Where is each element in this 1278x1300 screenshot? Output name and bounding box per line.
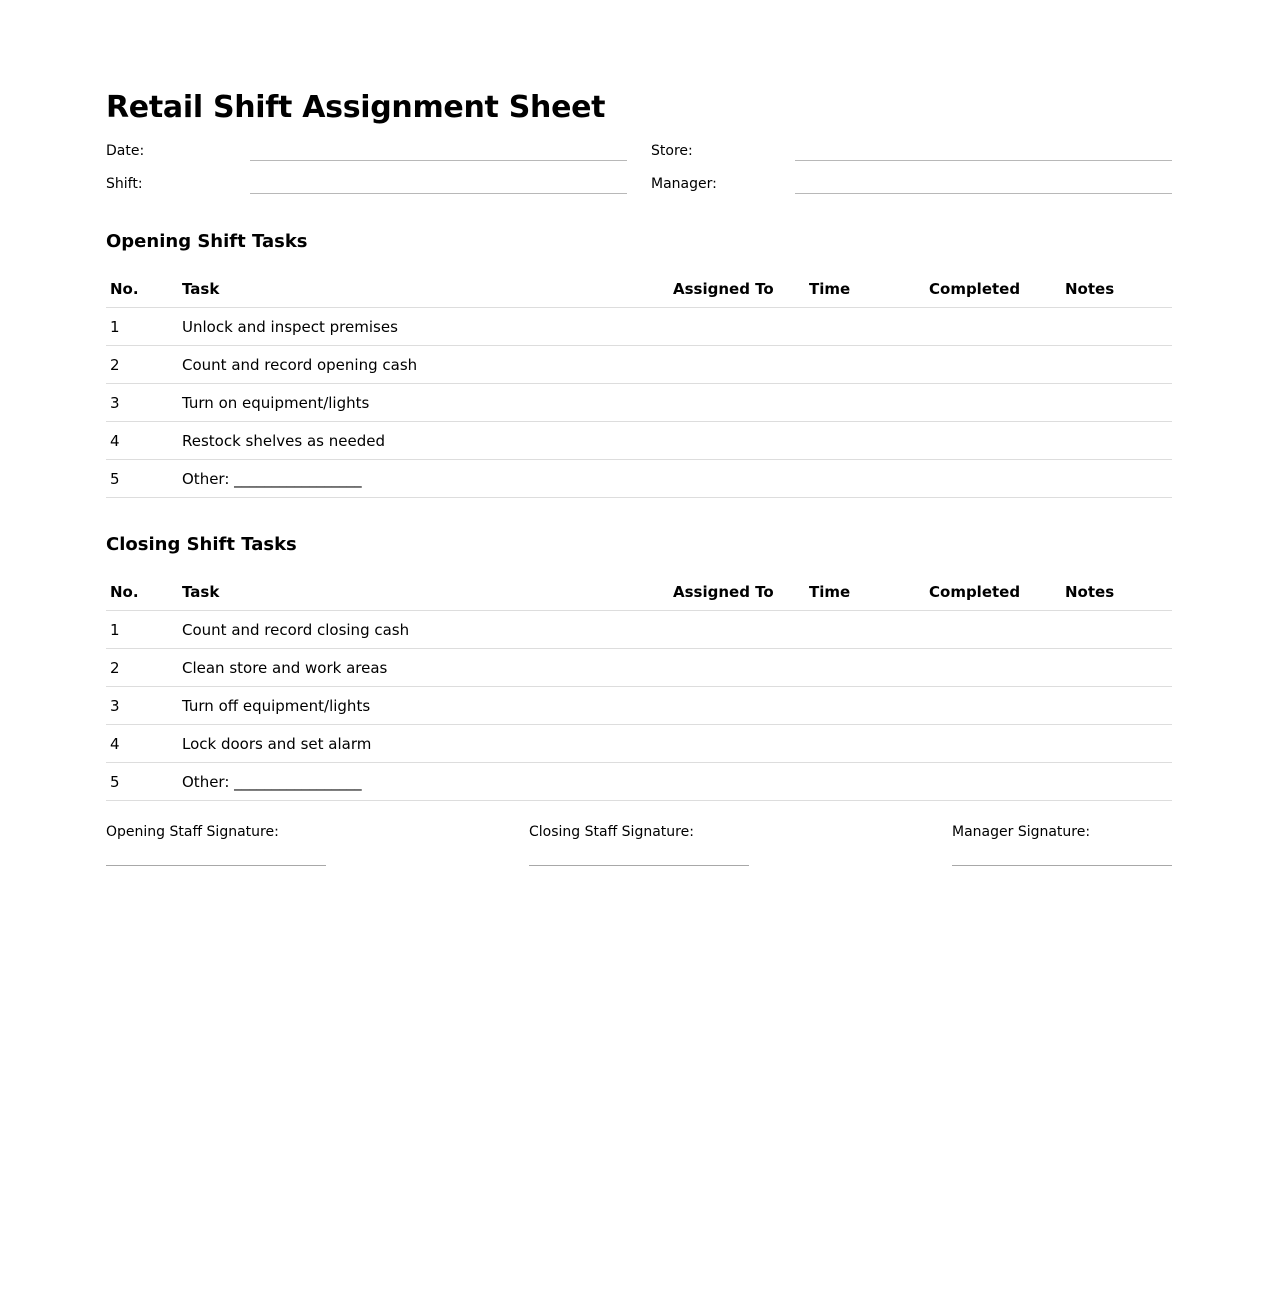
notes-cell[interactable] [1061,308,1172,346]
time-cell[interactable] [805,308,925,346]
store-label: Store: [651,143,693,159]
opening-signature-block [106,822,326,866]
closing-heading: Closing Shift Tasks [106,534,297,555]
table-row [106,346,1172,384]
col-time: Time [805,271,925,308]
shift-field[interactable] [250,173,627,194]
table-header-row [106,271,1172,308]
row-task: Turn on equipment/lights [178,384,669,422]
opening-section [106,229,1172,498]
assigned-cell[interactable] [669,460,805,498]
row-task: Count and record opening cash [178,346,669,384]
col-time: Time [805,574,925,611]
assigned-cell[interactable] [669,422,805,460]
closing-signature-label: Closing Staff Signature: [529,824,694,840]
time-cell[interactable] [805,422,925,460]
assigned-cell[interactable] [669,611,805,649]
col-completed: Completed [925,271,1061,308]
assigned-cell[interactable] [669,725,805,763]
manager-signature-line[interactable] [952,865,1172,866]
closing-section [106,532,1172,801]
signature-section [106,822,1172,866]
closing-signature-block [529,822,749,866]
assigned-cell[interactable] [669,687,805,725]
notes-cell[interactable] [1061,346,1172,384]
table-row [106,763,1172,801]
row-task: Other: _________________ [178,763,669,801]
notes-cell[interactable] [1061,422,1172,460]
notes-cell[interactable] [1061,687,1172,725]
completed-cell[interactable] [925,611,1061,649]
row-no: 3 [106,687,178,725]
date-label: Date: [106,143,145,159]
row-no: 1 [106,308,178,346]
row-task: Lock doors and set alarm [178,725,669,763]
col-notes: Notes [1061,271,1172,308]
row-task: Count and record closing cash [178,611,669,649]
assigned-cell[interactable] [669,384,805,422]
store-field[interactable] [795,140,1172,161]
row-no: 4 [106,725,178,763]
col-task: Task [178,574,669,611]
shift-sheet [106,88,1172,840]
assigned-cell[interactable] [669,346,805,384]
row-no: 5 [106,763,178,801]
row-task: Turn off equipment/lights [178,687,669,725]
row-task: Clean store and work areas [178,649,669,687]
row-task: Other: _________________ [178,460,669,498]
col-completed: Completed [925,574,1061,611]
notes-cell[interactable] [1061,763,1172,801]
notes-cell[interactable] [1061,460,1172,498]
closing-signature-line[interactable] [529,865,749,866]
table-row [106,687,1172,725]
table-row [106,611,1172,649]
table-row [106,460,1172,498]
row-task: Unlock and inspect premises [178,308,669,346]
notes-cell[interactable] [1061,649,1172,687]
header-fields [106,140,1172,195]
assigned-cell[interactable] [669,649,805,687]
manager-field[interactable] [795,173,1172,194]
completed-cell[interactable] [925,384,1061,422]
completed-cell[interactable] [925,460,1061,498]
manager-signature-block [952,822,1172,866]
completed-cell[interactable] [925,725,1061,763]
table-row [106,384,1172,422]
notes-cell[interactable] [1061,611,1172,649]
time-cell[interactable] [805,460,925,498]
row-no: 4 [106,422,178,460]
col-no: No. [106,271,178,308]
closing-tasks-table [106,574,1172,801]
row-task: Restock shelves as needed [178,422,669,460]
table-row [106,308,1172,346]
opening-tasks-table [106,271,1172,498]
table-row [106,649,1172,687]
completed-cell[interactable] [925,649,1061,687]
col-no: No. [106,574,178,611]
manager-label: Manager: [651,176,717,192]
manager-signature-label: Manager Signature: [952,824,1091,840]
col-notes: Notes [1061,574,1172,611]
completed-cell[interactable] [925,687,1061,725]
col-task: Task [178,271,669,308]
time-cell[interactable] [805,725,925,763]
completed-cell[interactable] [925,422,1061,460]
opening-signature-line[interactable] [106,865,326,866]
notes-cell[interactable] [1061,725,1172,763]
date-field[interactable] [250,140,627,161]
opening-heading: Opening Shift Tasks [106,231,308,252]
row-no: 3 [106,384,178,422]
table-row [106,422,1172,460]
assigned-cell[interactable] [669,308,805,346]
completed-cell[interactable] [925,346,1061,384]
notes-cell[interactable] [1061,384,1172,422]
row-no: 2 [106,649,178,687]
time-cell[interactable] [805,611,925,649]
shift-label: Shift: [106,176,143,192]
col-assigned-to: Assigned To [669,574,805,611]
completed-cell[interactable] [925,763,1061,801]
row-no: 5 [106,460,178,498]
table-header-row [106,574,1172,611]
opening-signature-label: Opening Staff Signature: [106,824,279,840]
col-assigned-to: Assigned To [669,271,805,308]
completed-cell[interactable] [925,308,1061,346]
time-cell[interactable] [805,346,925,384]
row-no: 2 [106,346,178,384]
page-title: Retail Shift Assignment Sheet [106,90,606,125]
time-cell[interactable] [805,687,925,725]
row-no: 1 [106,611,178,649]
time-cell[interactable] [805,649,925,687]
time-cell[interactable] [805,384,925,422]
assigned-cell[interactable] [669,763,805,801]
time-cell[interactable] [805,763,925,801]
table-row [106,725,1172,763]
